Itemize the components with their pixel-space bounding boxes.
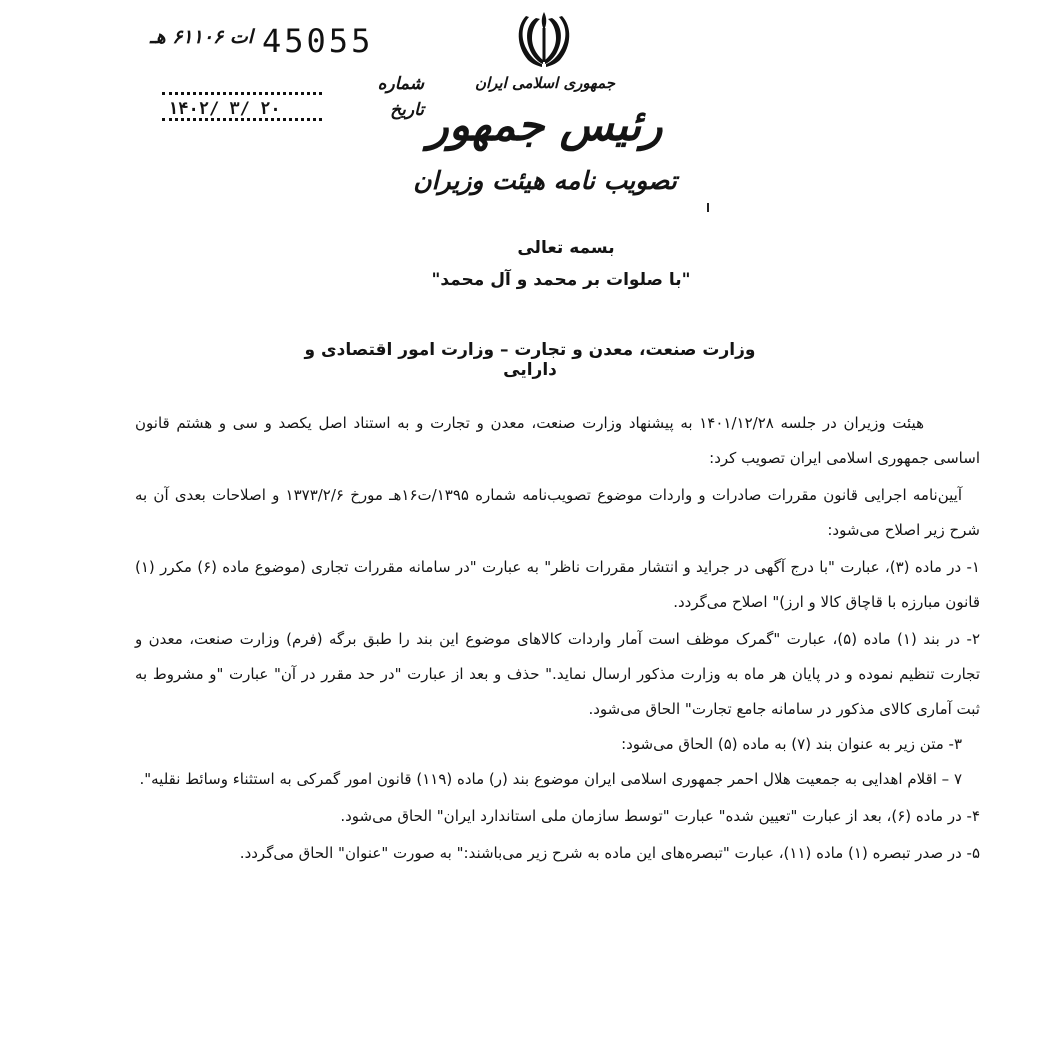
date-value: ۱۴۰۲/ ۳/ ۲۰ [168, 99, 281, 119]
date-label: تاریخ [390, 100, 424, 120]
national-emblem-icon [512, 8, 576, 68]
item-3-sub: ۷ – اقلام اهدایی به جمعیت هلال احمر جمهوری اسلامی ایران موضوع بند (ر) ماده (۱۱۹) قانون امور گمرکی به استثناء وسائط نقلیه". [139, 770, 962, 788]
president-title: رئیس جمهور [427, 100, 663, 151]
item-1: ۱- در ماده (۳)، عبارت "با درج آگهی در جراید و انتشار مقررات ناظر" به عبارت "در سامانه مقررات تجاری (موضوع ماده (۶) مکرر (۱) قانون مبارزه با قاچاق کالا و ارز)" اصلاح می‌گردد. [135, 558, 980, 611]
regulation-paragraph: آیین‌نامه اجرایی قانون مقررات صادرات و واردات موضوع تصویب‌نامه شماره ۱۳۹۵/ت۱۶هـ مورخ ۱۳۷۳/۲/۶ و اصلاحات بعدی آن به شرح زیر اصلاح می‌شود: [135, 486, 980, 539]
reference-block [150, 22, 430, 122]
cabinet-title: تصویب نامه هیئت وزیران [413, 166, 677, 195]
item-4: ۴- در ماده (۶)، بعد از عبارت "تعیین شده" عبارت "توسط سازمان ملی استاندارد ایران" الحاق می‌شود. [340, 807, 980, 825]
republic-title: جمهوری اسلامی ایران [474, 74, 616, 92]
stray-mark [707, 203, 709, 212]
document-body [135, 406, 980, 871]
item-2: ۲- در بند (۱) ماده (۵)، عبارت "گمرک موظف است آمار واردات کالاهای موضوع این بند را طبق برگه (فرم) وزارت صنعت، معدن و تجارت تنظیم نموده و در پایان هر ماه به وزارت مذکور ارسال نماید." حذف و بعد از عبارت "در حد مقرر در آن" عبارت "و مشروط به ثبت آماری کالای مذکور در سامانه جامع تجارت" الحاق می‌شود. [135, 630, 980, 718]
intro-paragraph: هیئت وزیران در جلسه ۱۴۰۱/۱۲/۲۸ به پیشنهاد وزارت صنعت، معدن و تجارت و به استناد اصل یکصد و سی و هشتم قانون اساسی جمهوری اسلامی ایران تصویب کرد: [135, 414, 980, 467]
salawat-line: "با صلوات بر محمد و آل محمد" [431, 270, 691, 290]
item-3: ۳- متن زیر به عنوان بند (۷) به ماده (۵) الحاق می‌شود: [621, 735, 962, 753]
bismillah-line: بسمه تعالی [517, 238, 615, 258]
number-row [162, 74, 424, 98]
document-heading: وزارت صنعت، معدن و تجارت – وزارت امور اقتصادی و دارایی [304, 340, 756, 380]
number-label: شماره [377, 74, 424, 94]
document-number: 45055 [262, 22, 374, 60]
item-5: ۵- در صدر تبصره (۱) ماده (۱۱)، عبارت "تبصره‌های این ماده به شرح زیر می‌باشند:" به صورت "عنوان" الحاق می‌گردد. [239, 844, 980, 862]
reference-code: ات ۶۱۱۰۶ هـ [150, 26, 254, 48]
date-row [162, 100, 424, 124]
number-dotted-line [162, 92, 322, 95]
